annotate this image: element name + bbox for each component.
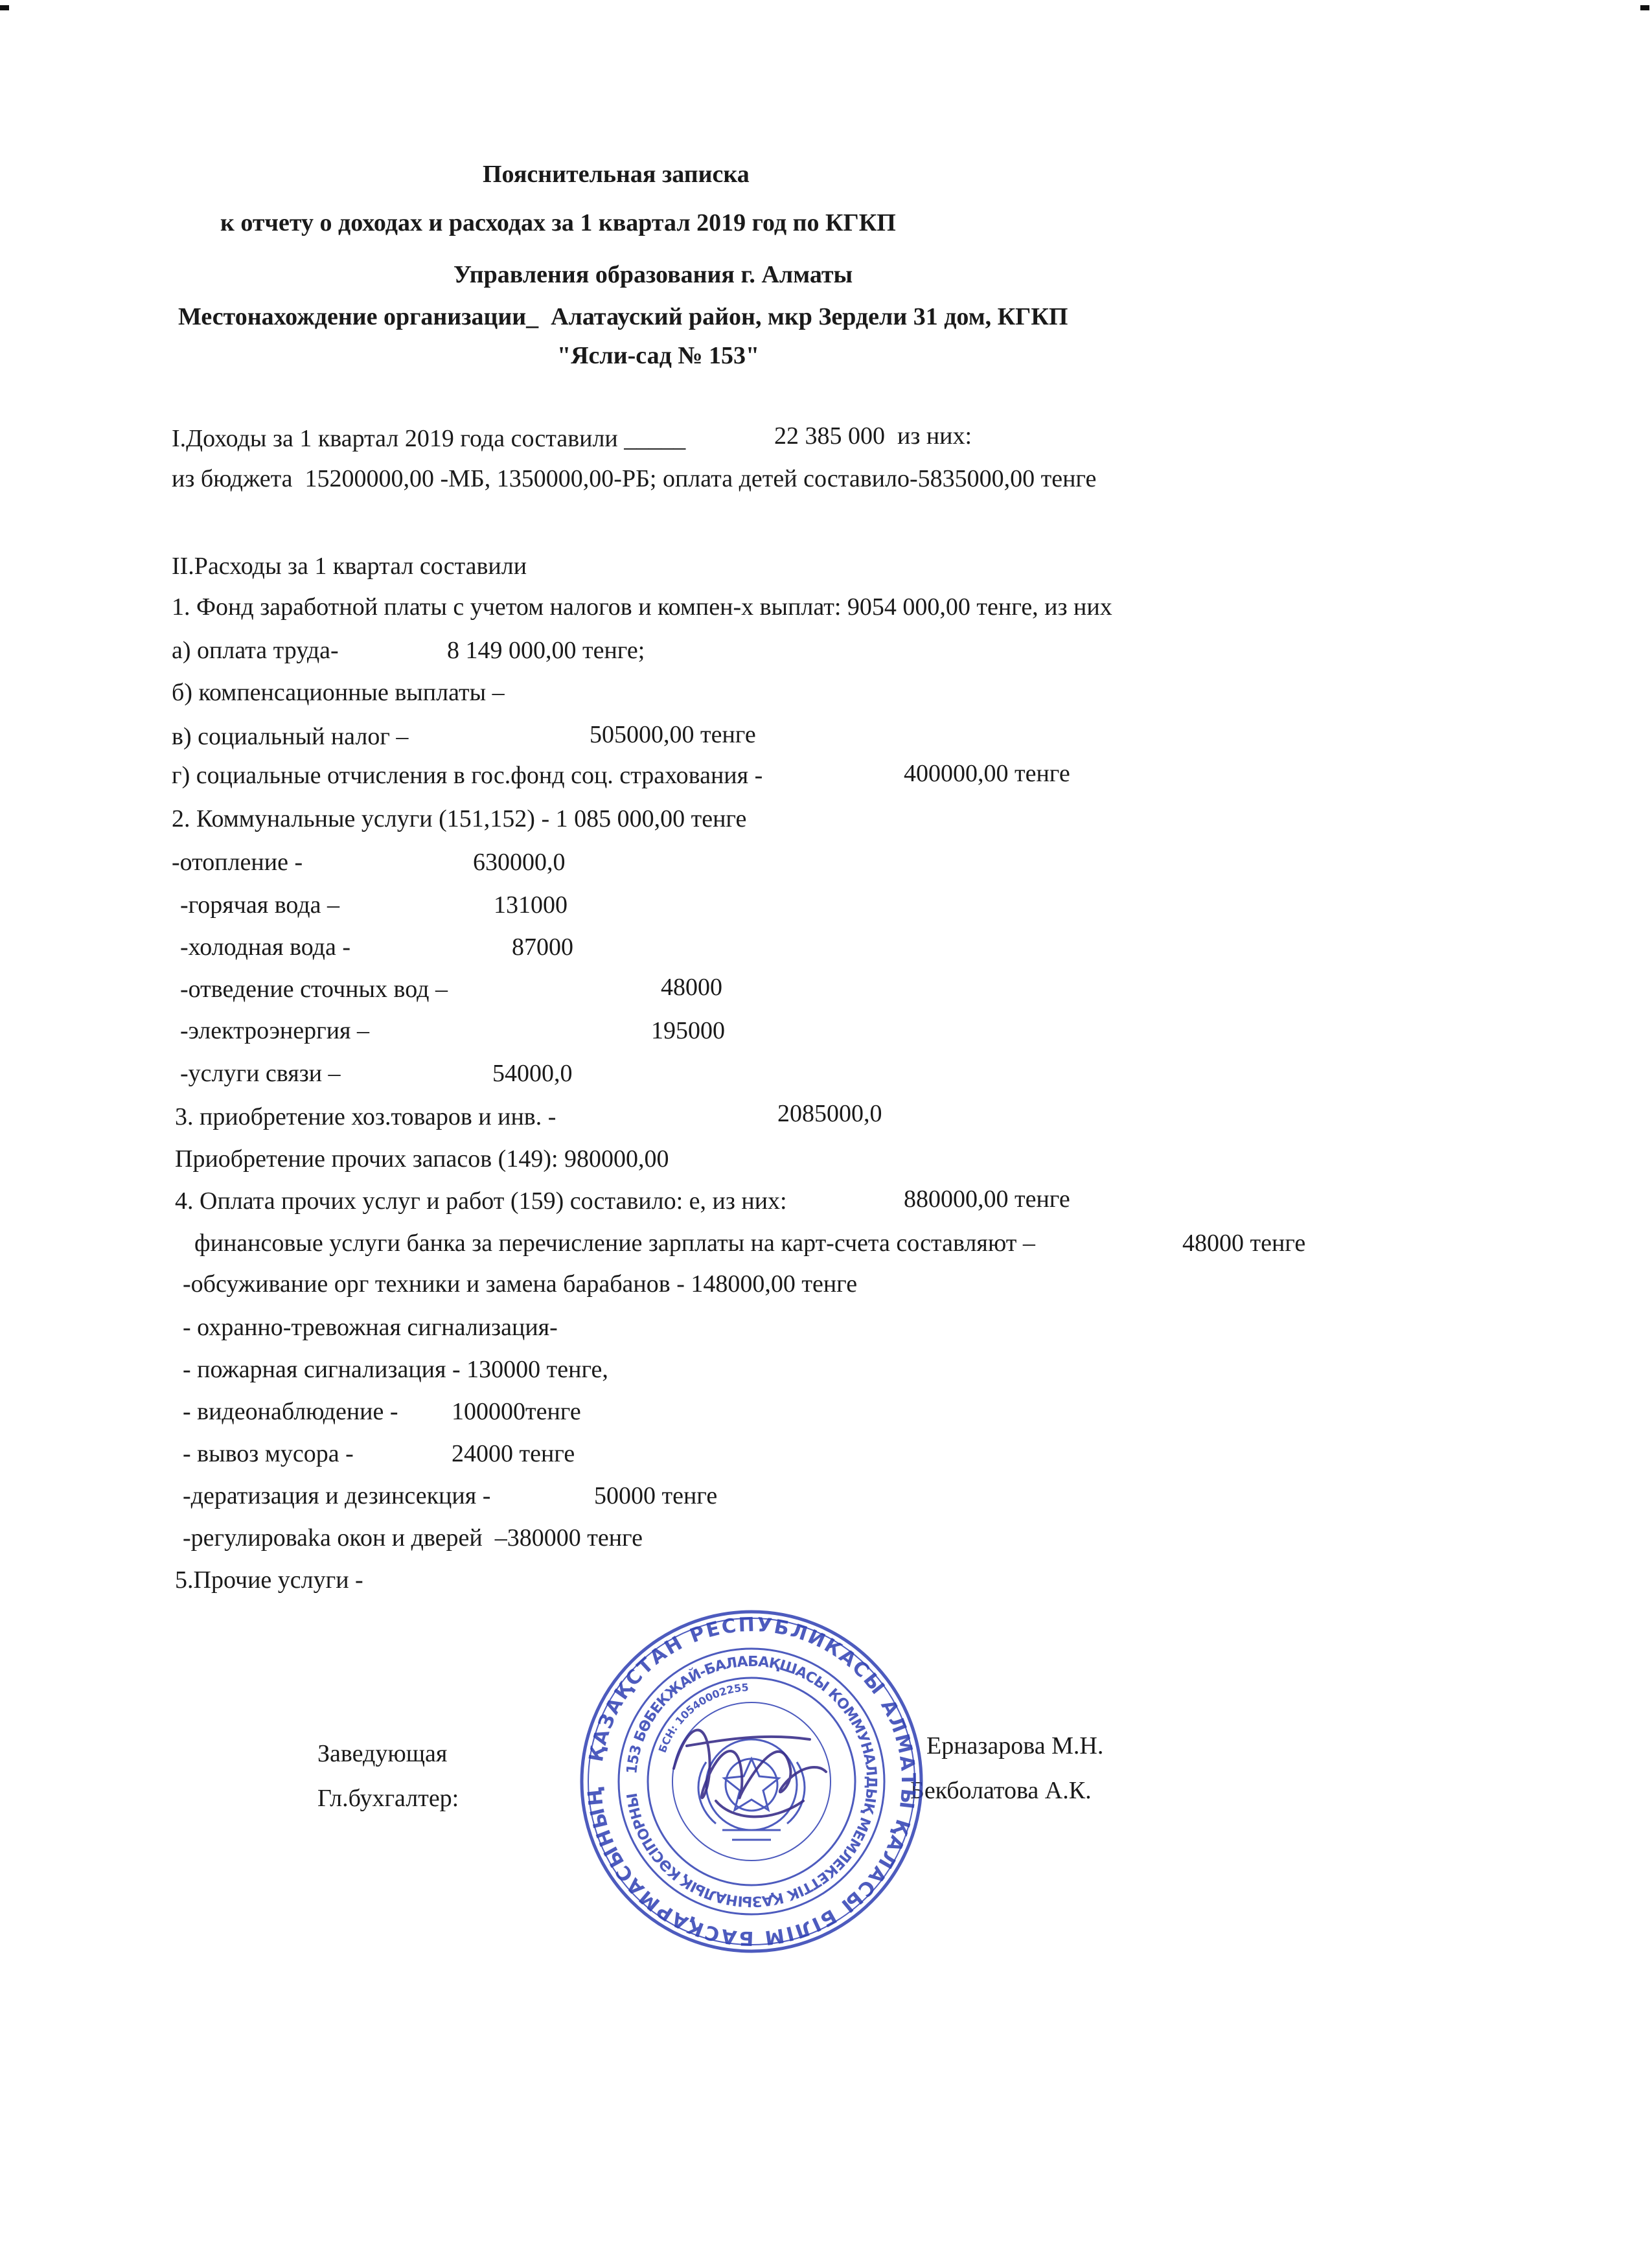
expense-line: 5.Прочие услуги -	[175, 1566, 363, 1594]
expense-line: -горячая вода –	[180, 891, 340, 919]
expense-value: 48000	[661, 974, 722, 1001]
expense-value: 50000 тенге	[594, 1482, 718, 1509]
expense-line: Приобретение прочих запасов (149): 980000,00	[175, 1145, 669, 1173]
expense-value: 505000,00 тенге	[590, 721, 756, 748]
expense-line: 4. Оплата прочих услуг и работ (159) составило: е, из них:	[175, 1187, 787, 1215]
expense-line: - видеонаблюдение -	[183, 1398, 398, 1425]
doc-organization: Управления образования г. Алматы	[453, 261, 853, 288]
director-title: Заведующая	[317, 1740, 448, 1767]
scan-mark-right	[1640, 5, 1649, 10]
accountant-title: Гл.бухгалтер:	[317, 1785, 459, 1812]
expense-value: 630000,0	[473, 849, 566, 876]
expense-value: 2085000,0	[777, 1100, 882, 1127]
expense-line: а) оплата труда-	[172, 637, 339, 664]
expense-line: -регулироваka окон и дверей –380000 тенге	[183, 1524, 643, 1552]
doc-subtitle: к отчету о доходах и расходах за 1 квартал 2019 год по КГКП	[220, 209, 896, 236]
doc-kindergarten-name: "Ясли-сад № 153"	[557, 342, 760, 369]
expense-value: 87000	[512, 934, 573, 961]
expense-line: 2. Коммунальные услуги (151,152) - 1 085 000,00 тенге	[172, 805, 747, 832]
expense-line: -дератизация и дезинсекция -	[183, 1482, 491, 1509]
expense-value: 195000	[651, 1017, 725, 1044]
expense-line: -электроэнергия –	[180, 1017, 370, 1044]
seal-inner-text: БСН: 10540002255	[656, 1680, 750, 1755]
expense-line: г) социальные отчисления в гос.фонд соц. страхования -	[172, 762, 763, 789]
official-seal	[577, 1607, 926, 1956]
expense-line: -услуги связи –	[180, 1060, 341, 1087]
expense-line: - охранно-тревожная сигнализация-	[183, 1314, 558, 1341]
seal-outer-text: ҚАЗАҚСТАН РЕСПУБЛИКАСЫ АЛМАТЫ ҚАЛАСЫ БІЛІМ БАСҚАРМАСЫНЫҢ	[583, 1613, 920, 1950]
expenses-heading: II.Расходы за 1 квартал составили	[172, 553, 527, 580]
expense-line: б) компенсационные выплаты –	[172, 679, 505, 706]
expense-line: 3. приобретение хоз.товаров и инв. -	[175, 1103, 556, 1130]
expense-value: 100000тенге	[452, 1398, 581, 1425]
expense-line: -отопление -	[172, 849, 303, 876]
expense-line: 1. Фонд заработной платы с учетом налогов и компен-х выплат: 9054 000,00 тенге, из них	[172, 593, 1112, 621]
emblem-icon	[698, 1739, 805, 1840]
expense-value: 400000,00 тенге	[904, 760, 1070, 787]
expense-line: - пожарная сигнализация - 130000 тенге,	[183, 1356, 608, 1383]
expense-line: -холодная вода -	[180, 934, 351, 961]
expense-line: -обсуживание орг техники и замена барабанов - 148000,00 тенге	[183, 1270, 858, 1298]
doc-title: Пояснительная записка	[483, 161, 750, 188]
expense-line: - вывоз мусора -	[183, 1440, 354, 1467]
expense-value: 24000 тенге	[452, 1440, 575, 1467]
expense-line: финансовые услуги банка за перечисление зарплаты на карт-счета составляют –	[194, 1230, 1035, 1257]
income-label: I.Доходы за 1 квартал 2019 года составили _____	[172, 425, 686, 452]
seal-middle-text: 153 БӨБЕКЖАЙ-БАЛАБАҚШАСЫ КОММУНАЛДЫҚ МЕМЛЕКЕТТІК ҚАЗЫНАЛЫҚ КӘСІПОРНЫ	[624, 1653, 880, 1910]
expense-value: 54000,0	[492, 1060, 573, 1087]
income-sources: из бюджета 15200000,00 -МБ, 1350000,00-РБ; оплата детей составило-5835000,00 тенге	[172, 465, 1097, 492]
expense-value: 880000,00 тенге	[904, 1186, 1070, 1213]
income-amount: 22 385 000 из них:	[774, 422, 972, 450]
director-name: Ерназарова М.Н.	[926, 1732, 1104, 1759]
doc-location: Местонахождение организации_ Алатауский район, мкр Зердели 31 дом, КГКП	[178, 303, 1068, 330]
expense-value: 131000	[494, 891, 568, 919]
expense-value: 8 149 000,00 тенге;	[447, 637, 645, 664]
accountant-name: Бекболатова А.К.	[910, 1777, 1092, 1804]
expense-line: -отведение сточных вод –	[180, 976, 448, 1003]
expense-value: 48000 тенге	[1182, 1230, 1306, 1257]
expense-line: в) социальный налог –	[172, 723, 409, 750]
scan-mark-left	[0, 5, 9, 10]
